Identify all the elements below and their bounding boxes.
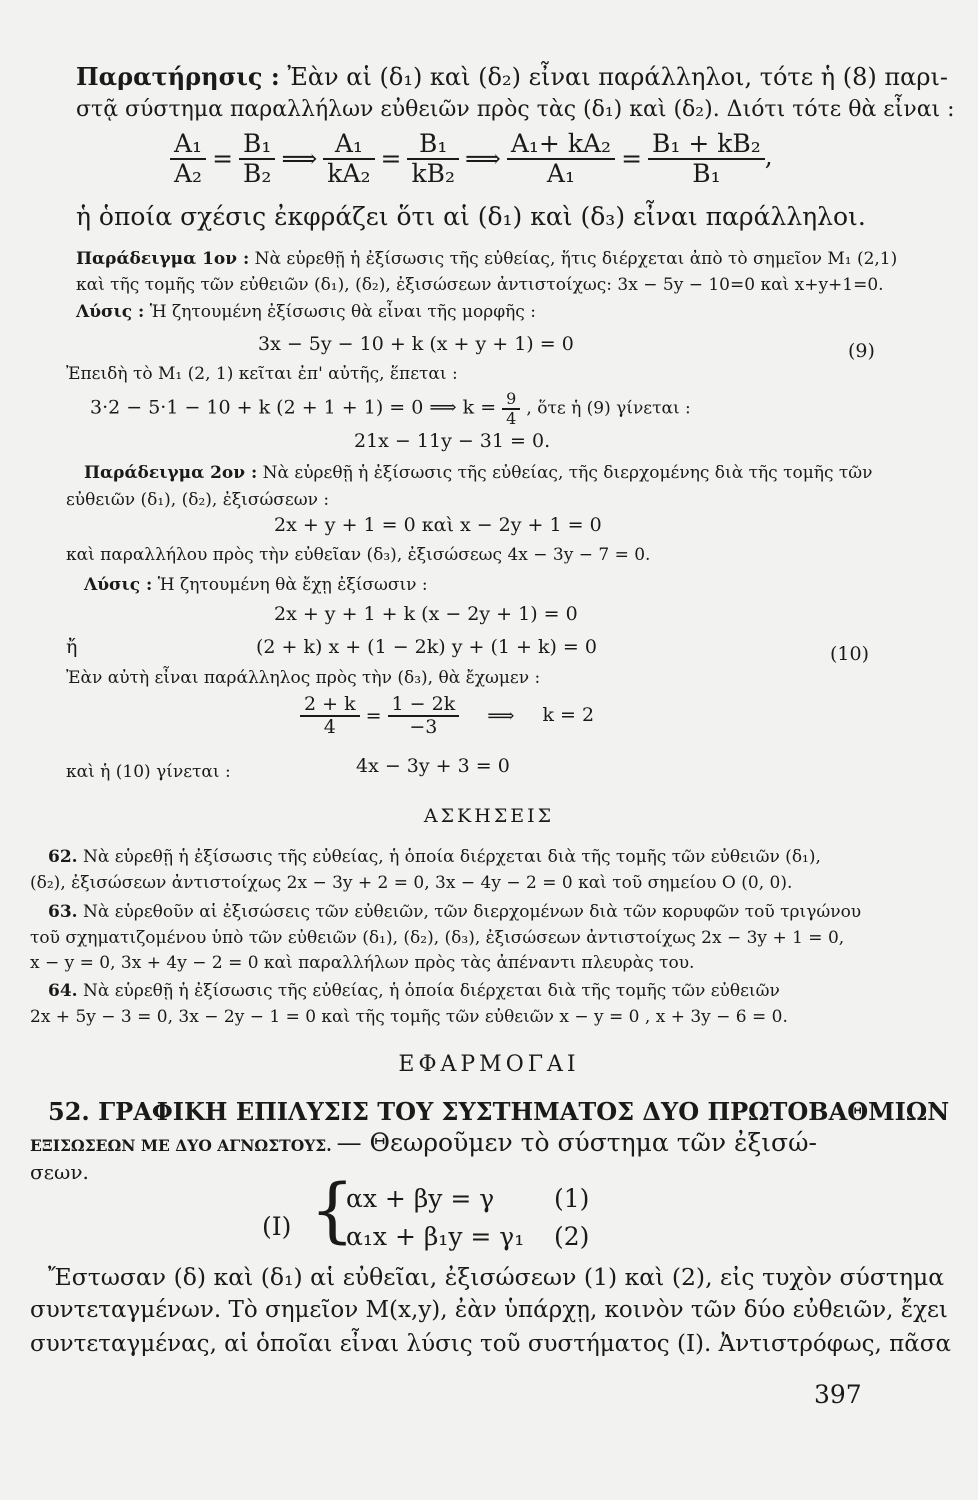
section-52-paragraph-line-1: Ἔστωσαν (δ) καὶ (δ₁) αἱ εὐθεῖαι, ἐξισώσεων (1) καὶ (2), εἰς τυχὸν σύστημα	[48, 1263, 945, 1291]
example1-solution: Λύσις : Ἡ ζητουμένη ἐξίσωσις θὰ εἶναι τῆς μορφῆς :	[76, 302, 536, 322]
example1-since: Ἐπειδὴ τὸ M₁ (2, 1) κεῖται ἐπ' αὐτῆς, ἕπεται :	[66, 364, 458, 384]
example2-becomes: καὶ ἡ (10) γίνεται :	[66, 762, 231, 782]
remark-formula: $\frac{\text{A₁}}{\text{A₂}}$ = $\frac{\text{B₁}}{\text{B₂}}$ ⟹ $\frac{\text{A₁}}{\text{kA₂}}$ = $\frac{\text{B₁}}{\text{kB₂}}$ ⟹ $\frac{\text{A₁+ kA₂}}{\text{A₁}}$ = $\frac{\text{B₁ + kB₂}}{\text{B₁}}$ ,	[170, 130, 773, 187]
section-52-title-line-1: 52. ΓΡΑΦΙΚΗ ΕΠΙΛΥΣΙΣ ΤΟΥ ΣΥΣΤΗΜΑΤΟΣ ΔΥΟ ΠΡΩΤΟΒΑΘΜΙΩΝ	[48, 1097, 950, 1126]
example2-label: Παράδειγμα 2ον :	[84, 463, 258, 483]
exercises-heading: ΑΣΚΗΣΕΙΣ	[423, 805, 555, 827]
example2-tag-10: (10)	[830, 643, 870, 665]
exercise-63-line-3: x − y = 0, 3x + 4y − 2 = 0 καὶ παραλλήλων πρὸς τὰς ἀπέναντι πλευρὰς του.	[30, 953, 695, 973]
example2-line-2: εὐθειῶν (δ₁), (δ₂), ἐξισώσεων :	[66, 490, 330, 510]
system-equation-2: α₁x + β₁y = γ₁	[346, 1222, 525, 1251]
remark-line-2: στᾷ σύστημα παραλλήλων εὐθειῶν πρὸς τὰς (δ₁) καὶ (δ₂). Διότι τότε θὰ εἶναι :	[76, 97, 955, 122]
exercise-62-line-2: (δ₂), ἐξισώσεων ἀντιστοίχως 2x − 3y + 2 = 0, 3x − 4y − 2 = 0 καὶ τοῦ σημείου O (0, 0).	[30, 873, 793, 893]
page-number: 397	[814, 1380, 862, 1409]
example2-ratio: $\frac{2 + k}{4}$ = $\frac{1 - 2k}{-3}$ ⟹ k = 2	[300, 694, 594, 738]
example2-equation-a: 2x + y + 1 + k (x − 2y + 1) = 0	[274, 603, 578, 625]
remark-line-3: ἡ ὁποία σχέσις ἐκφράζει ὅτι αἱ (δ₁) καὶ (δ₃) εἶναι παράλληλοι.	[76, 202, 866, 231]
example1-line-1: Παράδειγμα 1ον : Νὰ εὑρεθῇ ἡ ἐξίσωσις τῆς εὐθείας, ἥτις διέρχεται ἀπὸ τὸ σημεῖον M₁ (2,1)	[76, 249, 898, 269]
section-52-paragraph-line-3: συντεταγμένας, αἱ ὁποῖαι εἶναι λύσις τοῦ συστήματος (I). Ἀντιστρόφως, πᾶσα	[30, 1331, 951, 1357]
example1-equation-9: 3x − 5y − 10 + k (x + y + 1) = 0	[258, 333, 574, 355]
section-52-title-line-2: ΕΞΙΣΩΣΕΩΝ ΜΕ ΔΥΟ ΑΓΝΩΣΤΟΥΣ. — Θεωροῦμεν τὸ σύστημα τῶν ἐξισώ-	[30, 1128, 817, 1157]
example2-or: ἤ	[66, 636, 78, 658]
section-52-title-line-3: σεων.	[30, 1160, 89, 1184]
remark-line-1: Παρατήρησις : Ἐὰν αἱ (δ₁) καὶ (δ₂) εἶναι παράλληλοι, τότε ἡ (8) παρι-	[76, 62, 949, 91]
remark-label: Παρατήρησις :	[76, 62, 280, 91]
example1-line-2: καὶ τῆς τομῆς τῶν εὐθειῶν (δ₁), (δ₂), ἐξισώσεων ἀντιστοίχως: 3x − 5y − 10=0 καὶ x+y+1=0.	[76, 275, 884, 295]
exercise-63-line-1: 63. Νὰ εὑρεθοῦν αἱ ἐξισώσεις τῶν εὐθειῶν, τῶν διερχομένων διὰ τῶν κορυφῶν τοῦ τριγώνου	[48, 902, 862, 922]
system-equation-1: αx + βy = γ	[346, 1184, 495, 1213]
example1-label: Παράδειγμα 1ον :	[76, 249, 250, 269]
example2-line-1: Παράδειγμα 2ον : Νὰ εὑρεθῇ ἡ ἐξίσωσις τῆς εὐθείας, τῆς διερχομένης διὰ τῆς τομῆς τῶν	[84, 463, 873, 483]
example1-result: 21x − 11y − 31 = 0.	[354, 430, 551, 452]
system-label: (I)	[262, 1212, 292, 1241]
system-brace: {	[310, 1169, 355, 1251]
example1-calculation: 3·2 − 5·1 − 10 + k (2 + 1 + 1) = 0 ⟹ k = $\frac{9}{4}$ , ὅτε ἡ (9) γίνεται :	[90, 389, 691, 428]
example2-solution: Λύσις : Ἡ ζητουμένη θὰ ἔχῃ ἐξίσωσιν :	[84, 575, 428, 595]
exercise-63-line-2: τοῦ σχηματιζομένου ὑπὸ τῶν εὐθειῶν (δ₁), (δ₂), (δ₃), ἐξισώσεων ἀντιστοίχως 2x − 3y + 1 = 0,	[30, 928, 845, 948]
example2-if-parallel: Ἐὰν αὐτὴ εἶναι παράλληλος πρὸς τὴν (δ₃), θὰ ἔχωμεν :	[66, 668, 541, 688]
exercise-64-line-1: 64. Νὰ εὑρεθῇ ἡ ἐξίσωσις τῆς εὐθείας, ἡ ὁποία διέρχεται διὰ τῆς τομῆς τῶν εὐθειῶν	[48, 981, 780, 1001]
exercise-64-line-2: 2x + 5y − 3 = 0, 3x − 2y − 1 = 0 καὶ τῆς τομῆς τῶν εὐθειῶν x − y = 0 , x + 3y − 6 = 0.	[30, 1007, 788, 1027]
system-tag-2: (2)	[554, 1222, 590, 1251]
exercise-62-line-1: 62. Νὰ εὑρεθῇ ἡ ἐξίσωσις τῆς εὐθείας, ἡ ὁποία διέρχεται διὰ τῆς τομῆς τῶν εὐθειῶν (δ₁),	[48, 847, 821, 867]
applications-heading: ΕΦΑΡΜΟΓΑΙ	[398, 1052, 580, 1077]
system-tag-1: (1)	[554, 1184, 590, 1213]
example2-equations: 2x + y + 1 = 0 καὶ x − 2y + 1 = 0	[274, 514, 602, 536]
section-52-paragraph-line-2: συντεταγμένων. Τὸ σημεῖον M(x,y), ἐὰν ὑπάρχῃ, κοινὸν τῶν δύο εὐθειῶν, ἔχει	[30, 1297, 948, 1323]
example2-result: 4x − 3y + 3 = 0	[356, 755, 510, 777]
example1-tag-9: (9)	[848, 340, 875, 362]
example2-line-3: καὶ παραλλήλου πρὸς τὴν εὐθεῖαν (δ₃), ἐξισώσεως 4x − 3y − 7 = 0.	[66, 545, 651, 565]
example2-equation-b: (2 + k) x + (1 − 2k) y + (1 + k) = 0	[256, 636, 597, 658]
